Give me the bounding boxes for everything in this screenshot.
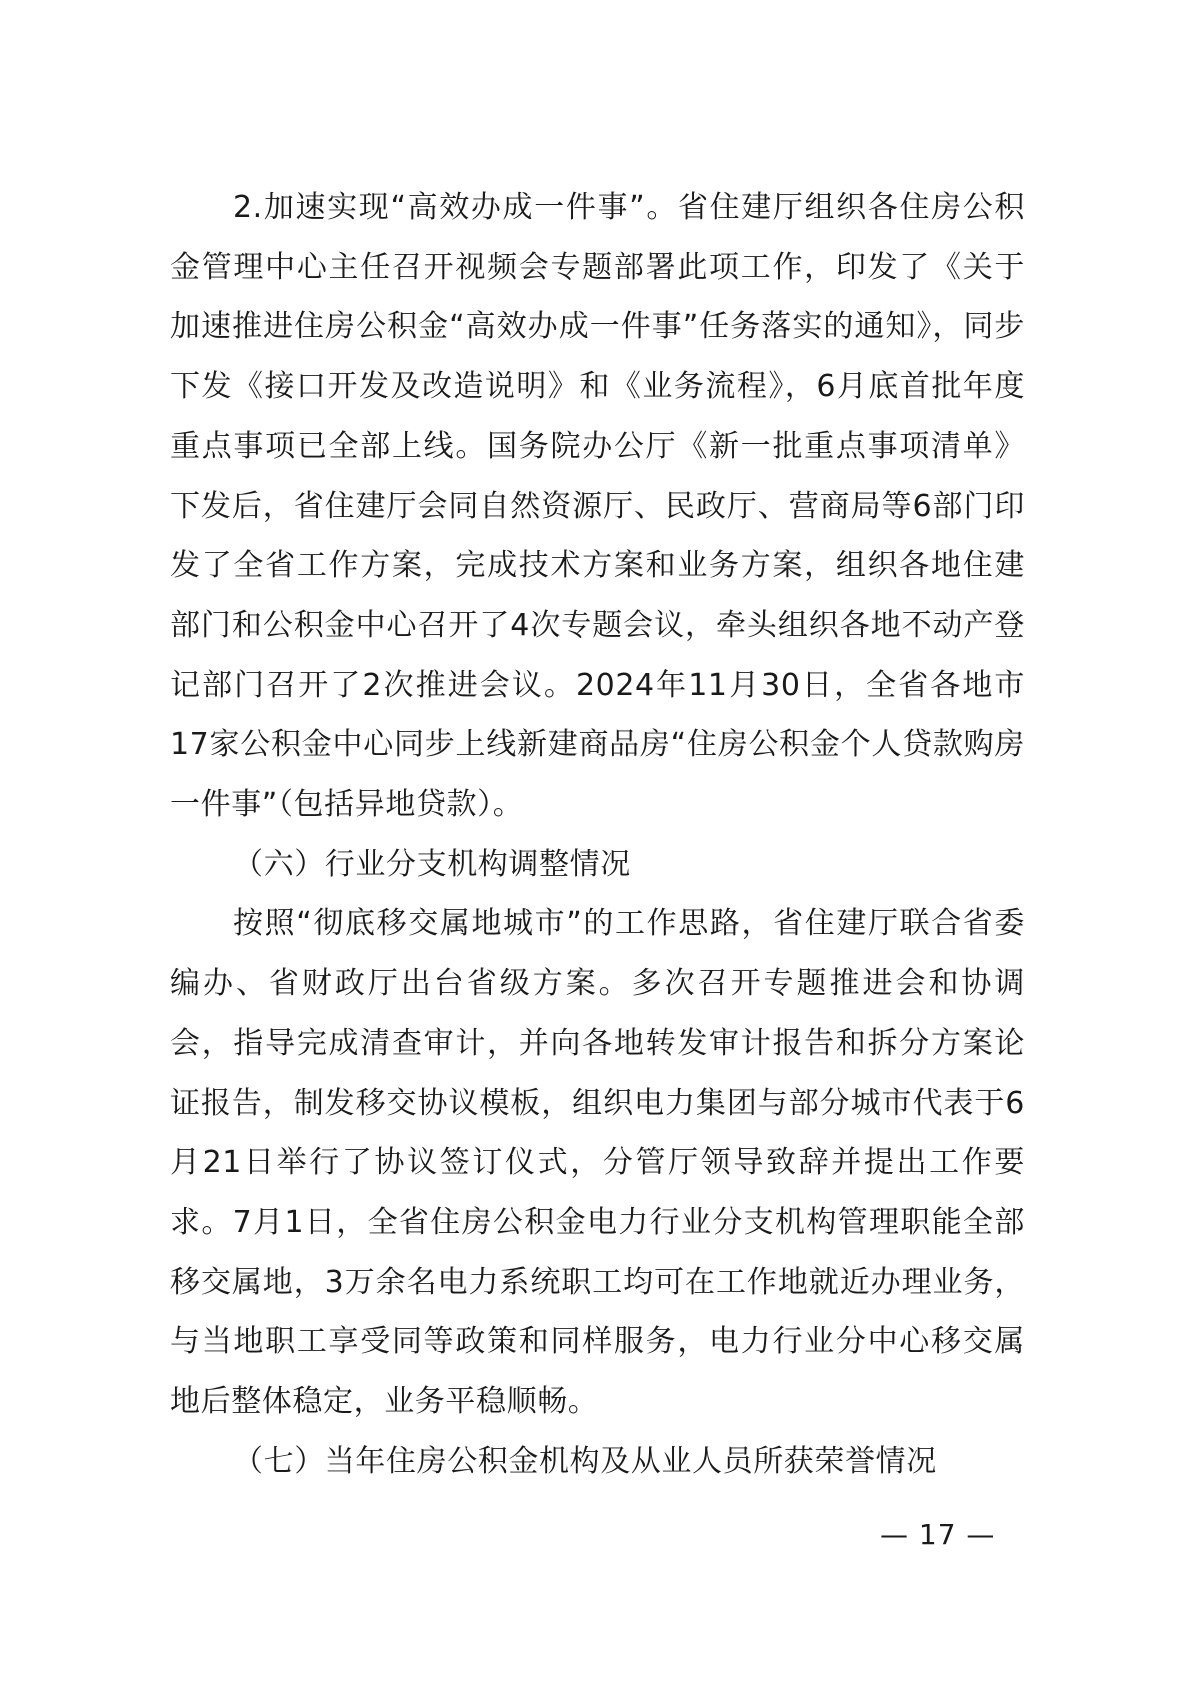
section-heading-honors: （七）当年住房公积金机构及从业人员所获荣誉情况 [233,1443,937,1479]
paragraph-efficient-service: 2.加速实现“高效办成一件事”。省住建厅组织各住房公积金管理中心主任召开视频会专题部署此项工作，印发了《关于加速推进住房公积金“高效办成一件事”任务落实的通知》，同步下发《接口开发及改造说明》和《业务流程》，6月底首批年度重点事项已全部上线。国务院办公厅《新一批重点事项清单》下发后，省住建厅会同自然资源厅、民政厅、营商局等6部门印发了全省工作方案，完成技术方案和业务方案，组织各地住建部门和公积金中心召开了4次专题会议，牵头组织各地不动产登记部门召开了2次推进会议。2024年11月30日，全省各地市17家公积金中心同步上线新建商品房“住房公积金个人贷款购房一件事”（包括异地贷款）。 [170,190,1026,823]
page-number: — 17 — [880,1518,996,1551]
paragraph-branch-transfer: 按照“彻底移交属地城市”的工作思路，省住建厅联合省委编办、省财政厅出台省级方案。多次召开专题推进会和协调会，指导完成清查审计，并向各地转发审计报告和拆分方案论证报告，制发移交协议模板，组织电力集团与部分城市代表于6月21日举行了协议签订仪式，分管厅领导致辞并提出工作要求。7月1日，全省住房公积金电力行业分支机构管理职能全部移交属地，3万余名电力系统职工均可在工作地就近办理业务，与当地职工享受同等政策和同样服务，电力行业分中心移交属地后整体稳定，业务平稳顺畅。 [170,906,1025,1420]
document-body [170,178,1025,1491]
section-heading-branch-adjustment: （六）行业分支机构调整情况 [233,846,631,882]
